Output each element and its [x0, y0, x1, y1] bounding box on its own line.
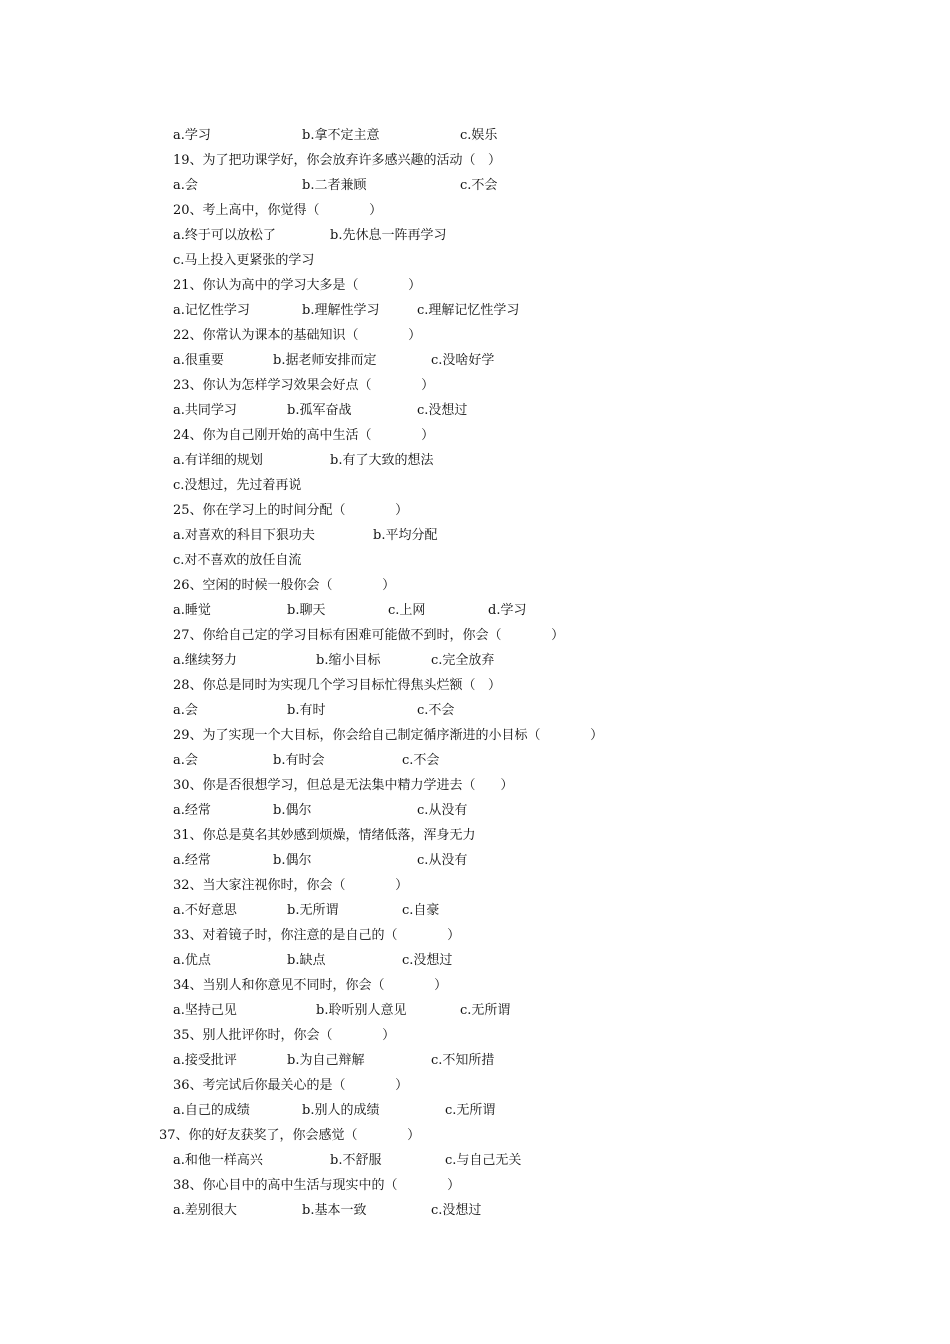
- option-c: c.不知所措: [431, 1053, 495, 1068]
- option-b: b.不舒服: [330, 1153, 382, 1168]
- question-36: 36、考完试后你最关心的是（ ）: [173, 1078, 409, 1093]
- options-line: [173, 951, 453, 971]
- option-c: c.从没有: [417, 853, 468, 868]
- option-b: b.聊天: [287, 603, 326, 618]
- options-line: [173, 451, 434, 471]
- option-a: a.接受批评: [173, 1053, 237, 1068]
- question-29: 29、为了实现一个大目标，你会给自己制定循序渐进的小目标（ ）: [173, 728, 604, 743]
- option-c: c.无所谓: [460, 1003, 511, 1018]
- question-19: 19、为了把功课学好，你会放弃许多感兴趣的活动（ ）: [173, 153, 501, 168]
- options-line: [173, 601, 527, 621]
- options-line: [173, 1201, 482, 1221]
- question-20: 20、考上高中，你觉得（ ）: [173, 203, 383, 218]
- question-37: 37、你的好友获奖了，你会感觉（ ）: [159, 1128, 421, 1143]
- options-line: [173, 301, 520, 321]
- options-line: [173, 651, 495, 671]
- option-b: b.缺点: [287, 953, 326, 968]
- option-b: b.平均分配: [373, 528, 438, 543]
- option-b: b.拿不定主意: [302, 128, 380, 143]
- option-a: a.很重要: [173, 353, 224, 368]
- option-b: b.聆听别人意见: [316, 1003, 407, 1018]
- option-b: b.二者兼顾: [302, 178, 367, 193]
- option-a: a.会: [173, 703, 198, 718]
- option-c: c.自豪: [402, 903, 440, 918]
- option-a: a.经常: [173, 853, 211, 868]
- option-a: a.会: [173, 178, 198, 193]
- question-26: 26、空闲的时候一般你会（ ）: [173, 578, 396, 593]
- option-c: c.没想过: [402, 953, 453, 968]
- option-c: c.没想过: [417, 403, 468, 418]
- options-line: [173, 176, 498, 196]
- question-21: 21、你认为高中的学习大多是（ ）: [173, 278, 422, 293]
- option-b: b.先休息一阵再学习: [330, 228, 447, 243]
- option-c: c.没啥好学: [431, 353, 495, 368]
- question-24: 24、你为自己刚开始的高中生活（ ）: [173, 428, 435, 443]
- option-b: b.理解性学习: [302, 303, 380, 318]
- option-c: c.不会: [460, 178, 498, 193]
- options-line: [173, 901, 440, 921]
- option-c: c.娱乐: [460, 128, 498, 143]
- option-a: a.终于可以放松了: [173, 228, 276, 243]
- question-25: 25、你在学习上的时间分配（ ）: [173, 503, 409, 518]
- question-35: 35、别人批评你时，你会（ ）: [173, 1028, 396, 1043]
- option-b: b.有时会: [273, 753, 325, 768]
- option-a: a.和他一样高兴: [173, 1153, 263, 1168]
- option-a: a.差别很大: [173, 1203, 237, 1218]
- option-a: a.记忆性学习: [173, 303, 250, 318]
- option-a: a.不好意思: [173, 903, 237, 918]
- option-c: c.完全放弃: [431, 653, 495, 668]
- option-a: a.有详细的规划: [173, 453, 263, 468]
- option-c: c.上网: [388, 603, 426, 618]
- options-line: [173, 1051, 495, 1071]
- options-line: [173, 126, 498, 146]
- question-38: 38、你心目中的高中生活与现实中的（ ）: [173, 1178, 461, 1193]
- question-34: 34、当别人和你意见不同时，你会（ ）: [173, 978, 448, 993]
- option-b: b.据老师安排而定: [273, 353, 377, 368]
- option-a: a.学习: [173, 128, 211, 143]
- options-line: [173, 351, 495, 371]
- option-b: b.孤军奋战: [287, 403, 352, 418]
- option-a: a.坚持己见: [173, 1003, 237, 1018]
- option-c: c.不会: [417, 703, 455, 718]
- options-line: [173, 526, 438, 546]
- option-d: d.学习: [488, 603, 527, 618]
- options-line: [173, 851, 468, 871]
- option-b: b.为自己辩解: [287, 1053, 365, 1068]
- option-c: c.无所谓: [445, 1103, 496, 1118]
- option-c: c.与自己无关: [445, 1153, 522, 1168]
- option-c: c.从没有: [417, 803, 468, 818]
- options-line: [173, 801, 468, 821]
- question-31: 31、你总是莫名其妙感到烦燥，情绪低落，浑身无力: [173, 828, 476, 843]
- option-a: a.会: [173, 753, 198, 768]
- option-a: a.继续努力: [173, 653, 237, 668]
- option-c: c.没想过: [431, 1203, 482, 1218]
- option-b: b.无所谓: [287, 903, 339, 918]
- options-line: [173, 1101, 496, 1121]
- option-a: a.睡觉: [173, 603, 211, 618]
- question-30: 30、你是否很想学习，但总是无法集中精力学进去（ ）: [173, 778, 514, 793]
- option-c-line: c.马上投入更紧张的学习: [173, 253, 315, 268]
- options-line: [173, 226, 447, 246]
- option-b: b.偶尔: [273, 803, 312, 818]
- option-b: b.有了大致的想法: [330, 453, 434, 468]
- option-b: b.偶尔: [273, 853, 312, 868]
- option-b: b.有时: [287, 703, 326, 718]
- question-27: 27、你给自己定的学习目标有困难可能做不到时，你会（ ）: [173, 628, 565, 643]
- option-c: c.不会: [402, 753, 440, 768]
- option-b: b.缩小目标: [316, 653, 381, 668]
- options-line: [173, 1151, 522, 1171]
- question-23: 23、你认为怎样学习效果会好点（ ）: [173, 378, 435, 393]
- option-a: a.优点: [173, 953, 211, 968]
- options-line: [173, 701, 455, 721]
- options-line: [173, 401, 468, 421]
- question-22: 22、你常认为课本的基础知识（ ）: [173, 328, 422, 343]
- option-c-line: c.没想过，先过着再说: [173, 478, 302, 493]
- options-line: [173, 1001, 511, 1021]
- option-c: c.理解记忆性学习: [417, 303, 520, 318]
- option-c-line: c.对不喜欢的放任自流: [173, 553, 302, 568]
- option-a: a.对喜欢的科目下狠功夫: [173, 528, 315, 543]
- options-line: [173, 751, 440, 771]
- option-a: a.经常: [173, 803, 211, 818]
- question-28: 28、你总是同时为实现几个学习目标忙得焦头烂额（ ）: [173, 678, 501, 693]
- option-a: a.自己的成绩: [173, 1103, 250, 1118]
- question-33: 33、对着镜子时，你注意的是自己的（ ）: [173, 928, 461, 943]
- option-a: a.共同学习: [173, 403, 237, 418]
- option-b: b.别人的成绩: [302, 1103, 380, 1118]
- option-b: b.基本一致: [302, 1203, 367, 1218]
- question-32: 32、当大家注视你时，你会（ ）: [173, 878, 409, 893]
